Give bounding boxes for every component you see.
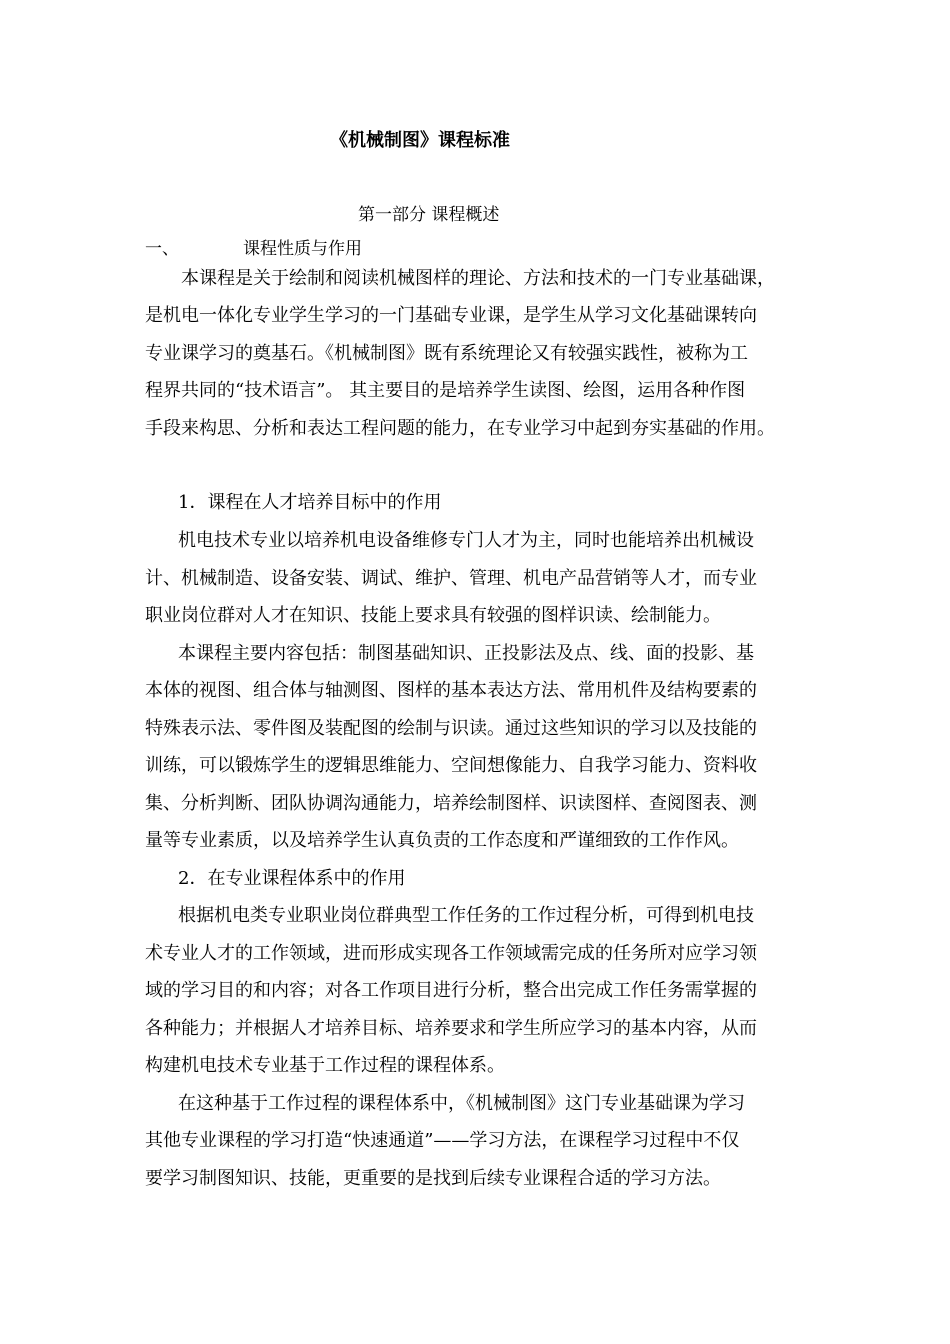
part-heading: 第一部分 课程概述 bbox=[358, 205, 500, 225]
paragraph-line: 量等专业素质，以及培养学生认真负责的工作态度和严谨细致的工作作风。 bbox=[145, 830, 739, 851]
section-title: 课程性质与作用 bbox=[243, 239, 362, 259]
paragraph-line: 在这种基于工作过程的课程体系中，《机械制图》这门专业基础课为学习 bbox=[178, 1093, 745, 1114]
paragraph-line: 是机电一体化专业学生学习的一门基础专业课，是学生从学习文化基础课转向 bbox=[145, 305, 757, 326]
section-heading bbox=[145, 234, 362, 259]
paragraph-line: 本体的视图、组合体与轴测图、图样的基本表达方法、常用机件及结构要素的 bbox=[145, 680, 757, 701]
paragraph-line: 本课程是关于绘制和阅读机械图样的理论、方法和技术的一门专业基础课， bbox=[181, 268, 775, 289]
paragraph-line: 手段来构思、分析和表达工程问题的能力，在专业学习中起到夯实基础的作用。 bbox=[145, 418, 775, 439]
paragraph-line: 计、机械制造、设备安装、调试、维护、管理、机电产品营销等人才，而专业 bbox=[145, 568, 757, 589]
subheading: 1．课程在人才培养目标中的作用 bbox=[178, 492, 442, 513]
paragraph-line: 职业岗位群对人才在知识、技能上要求具有较强的图样识读、绘制能力。 bbox=[145, 605, 721, 626]
paragraph-line: 其他专业课程的学习打造“快速通道”——学习方法，在课程学习过程中不仅 bbox=[145, 1130, 740, 1151]
paragraph-line: 特殊表示法、零件图及装配图的绘制与识读。通过这些知识的学习以及技能的 bbox=[145, 718, 757, 739]
paragraph-line: 专业课学习的奠基石。《机械制图》既有系统理论又有较强实践性，被称为工 bbox=[145, 343, 748, 364]
paragraph-line: 训练，可以锻炼学生的逻辑思维能力、空间想像能力、自我学习能力、资料收 bbox=[145, 755, 757, 776]
paragraph-line: 域的学习目的和内容；对各工作项目进行分析，整合出完成工作任务需掌握的 bbox=[145, 980, 757, 1001]
paragraph-line: 术专业人才的工作领域，进而形成实现各工作领域需完成的任务所对应学习领 bbox=[145, 943, 757, 964]
paragraph-line: 程界共同的“技术语言”。 其主要目的是培养学生读图、绘图，运用各种作图 bbox=[145, 380, 746, 401]
paragraph-line: 要学习制图知识、技能，更重要的是找到后续专业课程合适的学习方法。 bbox=[145, 1168, 721, 1189]
paragraph-line: 机电技术专业以培养机电设备维修专门人才为主，同时也能培养出机械设 bbox=[178, 530, 754, 551]
section-number: 一、 bbox=[145, 239, 179, 259]
paragraph-line: 根据机电类专业职业岗位群典型工作任务的工作过程分析，可得到机电技 bbox=[178, 905, 754, 926]
paragraph-line: 各种能力；并根据人才培养目标、培养要求和学生所应学习的基本内容，从而 bbox=[145, 1018, 757, 1039]
paragraph-line: 本课程主要内容包括：制图基础知识、正投影法及点、线、面的投影、基 bbox=[178, 643, 754, 664]
paragraph-line: 集、分析判断、团队协调沟通能力，培养绘制图样、识读图样、查阅图表、测 bbox=[145, 793, 757, 814]
document-title: 《机械制图》课程标准 bbox=[330, 130, 510, 151]
subheading: 2．在专业课程体系中的作用 bbox=[178, 868, 406, 889]
paragraph-line: 构建机电技术专业基于工作过程的课程体系。 bbox=[145, 1055, 505, 1076]
